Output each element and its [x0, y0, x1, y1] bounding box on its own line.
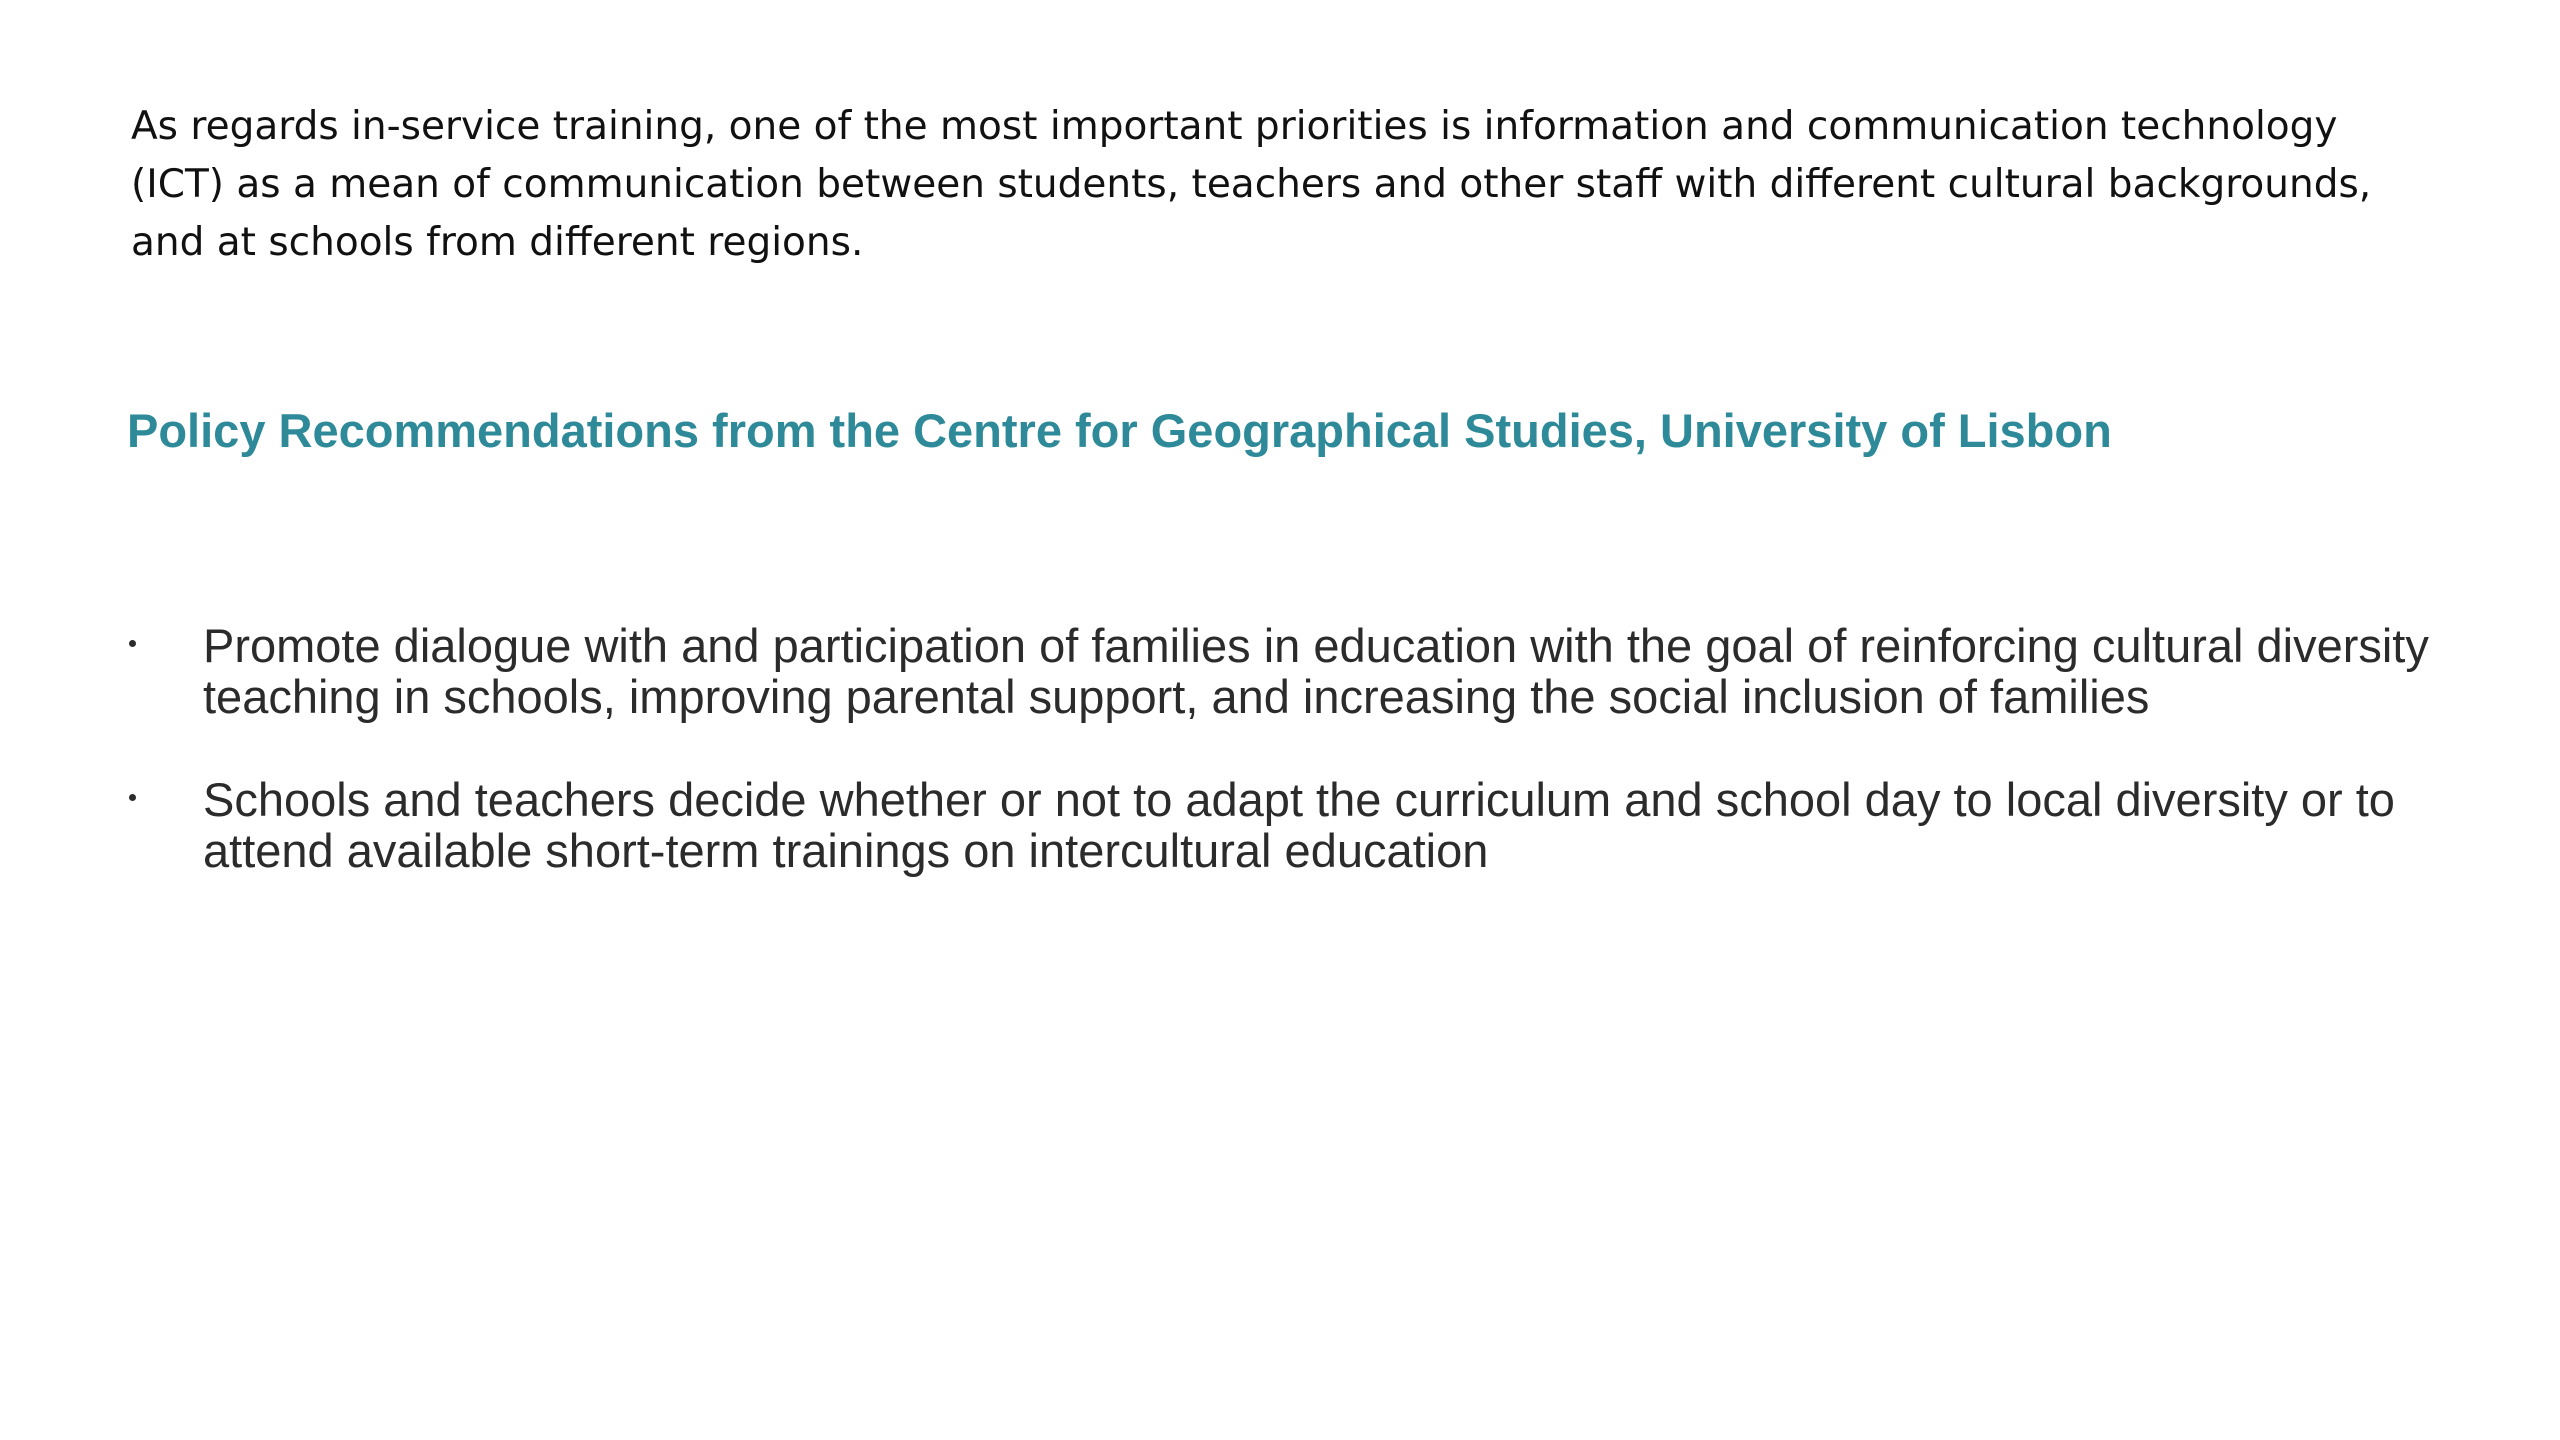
- list-item-text: Promote dialogue with and participation of families in education with the goal of reinforcing cultural diversity teaching in schools, improving parental support, and increasing the social inclusion of families: [203, 619, 2429, 723]
- recommendation-list: [127, 620, 2447, 928]
- bullet-icon: [129, 640, 136, 647]
- list-item: [127, 620, 2447, 722]
- bullet-icon: [129, 794, 136, 801]
- list-item-text: Schools and teachers decide whether or not to adapt the curriculum and school day to local diversity or to attend available short-term trainings on intercultural education: [203, 773, 2395, 877]
- list-item: [127, 774, 2447, 876]
- section-heading: Policy Recommendations from the Centre for Geographical Studies, University of Lisbon: [127, 404, 2112, 457]
- intro-paragraph: As regards in-service training, one of the most important priorities is information and communication technology (ICT) as a mean of communication between students, teachers and other staff with different cultural backgrounds, and at schools from different regions.: [131, 104, 2372, 265]
